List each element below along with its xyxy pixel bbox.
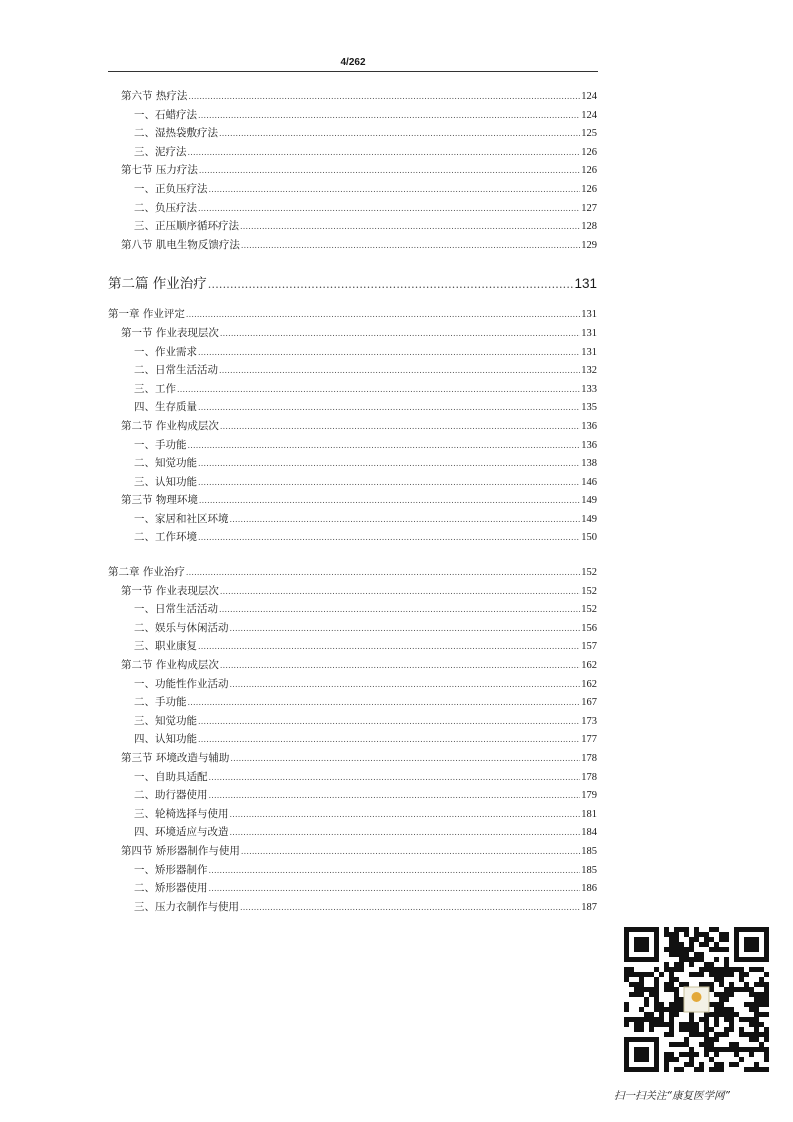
- toc-entry-title: 四、环境适应与改造: [134, 826, 229, 839]
- toc-entry-title: 二、日常生活活动: [134, 364, 218, 377]
- qr-code-block: [614, 917, 782, 1112]
- toc-leader-dots: [208, 276, 574, 292]
- toc-page-number: 186: [581, 883, 597, 895]
- toc-entry-sec[interactable]: [108, 492, 597, 511]
- toc-leader-dots: [198, 733, 580, 745]
- toc-entry-title: 第二篇 作业治疗: [108, 276, 207, 293]
- toc-entry-title: 第七节 压力疗法: [121, 164, 198, 177]
- toc-entry-item[interactable]: [108, 529, 597, 548]
- toc-leader-dots: [199, 164, 580, 176]
- toc-entry-item[interactable]: [108, 638, 597, 657]
- toc-entry-item[interactable]: [108, 787, 597, 806]
- toc-leader-dots: [199, 494, 580, 506]
- toc-entry-item[interactable]: [108, 399, 597, 418]
- toc-entry-item[interactable]: [108, 824, 597, 843]
- toc-entry-title: 二、手功能: [134, 696, 187, 709]
- toc-leader-dots: [198, 531, 580, 543]
- toc-entry-item[interactable]: [108, 620, 597, 639]
- toc-leader-dots: [198, 457, 580, 469]
- toc-page-number: 185: [581, 845, 597, 857]
- toc-leader-dots: [209, 789, 581, 801]
- toc-page-number: 156: [581, 622, 597, 634]
- toc-entry-title: 三、正压顺序循环疗法: [134, 220, 239, 233]
- toc-entry-title: 第二节 作业构成层次: [121, 419, 219, 432]
- toc-entry-item[interactable]: [108, 181, 597, 200]
- toc-entry-title: 三、职业康复: [134, 640, 197, 653]
- toc-page-number: 184: [581, 827, 597, 839]
- toc-page-number: 138: [581, 458, 597, 470]
- toc-page-number: 187: [581, 901, 597, 913]
- table-of-contents: [108, 88, 597, 917]
- toc-entry-sec[interactable]: [108, 750, 597, 769]
- toc-entry-title: 一、自助具适配: [134, 770, 208, 783]
- toc-entry-title: 第三节 环境改造与辅助: [121, 752, 230, 764]
- toc-entry-item[interactable]: [108, 362, 597, 381]
- toc-entry-title: 第四节 矫形器制作与使用: [121, 844, 240, 857]
- toc-leader-dots: [186, 308, 580, 320]
- toc-entry-item[interactable]: [108, 218, 597, 237]
- toc-entry-item[interactable]: [108, 769, 597, 788]
- header-rule: [108, 71, 598, 72]
- toc-page-number: 152: [581, 604, 597, 616]
- toc-leader-dots: [209, 864, 581, 876]
- toc-page-number: 136: [581, 439, 597, 451]
- toc-entry-title: 一、功能性作业活动: [134, 677, 229, 690]
- toc-leader-dots: [209, 882, 581, 894]
- toc-leader-dots: [198, 346, 580, 358]
- toc-leader-dots: [186, 566, 580, 578]
- toc-leader-dots: [219, 364, 580, 376]
- toc-entry-title: 第一章 作业评定: [108, 308, 185, 321]
- toc-leader-dots: [241, 845, 580, 857]
- toc-entry-item[interactable]: [108, 344, 597, 363]
- toc-entry-title: 第二章 作业治疗: [108, 566, 185, 579]
- toc-entry-item[interactable]: [108, 694, 597, 713]
- toc-page-number: 173: [581, 715, 597, 727]
- toc-page-number: 178: [581, 753, 597, 764]
- toc-entry-item[interactable]: [108, 455, 597, 474]
- toc-page-number: 129: [581, 239, 597, 251]
- toc-page-number: 126: [581, 183, 597, 195]
- toc-entry-sec[interactable]: [108, 237, 597, 256]
- toc-entry-item[interactable]: [108, 713, 597, 732]
- toc-entry-item[interactable]: [108, 144, 597, 163]
- toc-page-number: 167: [581, 697, 597, 709]
- toc-page-number: 152: [581, 585, 597, 597]
- toc-entry-title: 一、日常生活活动: [134, 603, 218, 616]
- toc-leader-dots: [198, 202, 580, 214]
- toc-page-number: 125: [581, 128, 597, 140]
- toc-leader-dots: [198, 715, 580, 727]
- toc-page-number: 146: [581, 476, 597, 488]
- toc-entry-title: 三、压力衣制作与使用: [134, 900, 239, 913]
- toc-leader-dots: [220, 659, 580, 671]
- toc-page-number: 131: [581, 346, 597, 358]
- toc-entry-item[interactable]: [108, 511, 597, 530]
- toc-leader-dots: [230, 622, 581, 634]
- toc-entry-sec[interactable]: [108, 88, 597, 107]
- toc-entry-item[interactable]: [108, 731, 597, 750]
- toc-entry-title: 二、助行器使用: [134, 789, 208, 802]
- toc-entry-item[interactable]: [108, 899, 597, 918]
- toc-page-number: 185: [581, 864, 597, 876]
- toc-leader-dots: [240, 901, 580, 913]
- toc-page-number: 133: [581, 383, 597, 395]
- toc-leader-dots: [188, 146, 581, 158]
- toc-entry-item[interactable]: [108, 806, 597, 825]
- toc-page-number: 131: [581, 309, 597, 321]
- toc-entry-part[interactable]: [108, 272, 597, 298]
- toc-entry-item[interactable]: [108, 862, 597, 881]
- toc-entry-title: 四、生存质量: [134, 401, 197, 414]
- toc-leader-dots: [198, 401, 580, 413]
- toc-entry-item[interactable]: [108, 676, 597, 695]
- toc-page-number: 135: [581, 402, 597, 414]
- toc-entry-title: 一、作业需求: [134, 345, 197, 358]
- toc-entry-sec[interactable]: [108, 325, 597, 344]
- toc-entry-title: 二、负压疗法: [134, 201, 197, 214]
- toc-entry-sec[interactable]: [108, 843, 597, 862]
- toc-leader-dots: [198, 476, 580, 488]
- toc-leader-dots: [220, 585, 580, 597]
- toc-page-number: 181: [581, 808, 597, 820]
- toc-entry-title: 一、家居和社区环境: [134, 512, 229, 525]
- toc-entry-title: 第一节 作业表现层次: [121, 584, 219, 597]
- toc-page-number: 149: [581, 495, 597, 507]
- toc-page-number: 128: [581, 221, 597, 233]
- toc-entry-title: 第一节 作业表现层次: [121, 326, 219, 339]
- toc-spacer: [108, 548, 597, 564]
- toc-entry-title: 一、石蜡疗法: [134, 108, 197, 121]
- toc-page-number: 149: [581, 513, 597, 525]
- toc-entry-item[interactable]: [108, 125, 597, 144]
- toc-entry-title: 二、娱乐与休闲活动: [134, 621, 229, 634]
- toc-entry-item[interactable]: [108, 107, 597, 126]
- toc-entry-title: 三、知觉功能: [134, 714, 197, 727]
- toc-leader-dots: [230, 826, 581, 838]
- toc-leader-dots: [219, 603, 580, 615]
- toc-leader-dots: [198, 640, 580, 652]
- toc-entry-title: 一、矫形器制作: [134, 863, 208, 876]
- toc-leader-dots: [230, 808, 581, 820]
- toc-entry-item[interactable]: [108, 880, 597, 899]
- toc-entry-title: 第三节 物理环境: [121, 494, 198, 507]
- toc-entry-sec[interactable]: [108, 583, 597, 602]
- toc-page-number: 124: [581, 91, 597, 102]
- toc-leader-dots: [230, 513, 581, 525]
- toc-page-number: 124: [581, 109, 597, 121]
- toc-entry-title: 四、认知功能: [134, 733, 197, 746]
- toc-leader-dots: [188, 90, 580, 102]
- toc-leader-dots: [188, 696, 581, 708]
- toc-entry-title: 一、手功能: [134, 438, 187, 451]
- toc-entry-chap[interactable]: [108, 564, 597, 583]
- toc-leader-dots: [177, 383, 580, 395]
- toc-page-number: 136: [581, 420, 597, 432]
- toc-entry-title: 三、轮椅选择与使用: [134, 807, 229, 820]
- toc-entry-title: 二、矫形器使用: [134, 882, 208, 895]
- toc-entry-title: 三、认知功能: [134, 475, 197, 488]
- toc-entry-title: 二、工作环境: [134, 531, 197, 544]
- toc-page-number: 162: [581, 678, 597, 690]
- toc-leader-dots: [241, 239, 580, 251]
- toc-page-number: 157: [581, 641, 597, 653]
- toc-entry-item[interactable]: [108, 381, 597, 400]
- toc-leader-dots: [219, 127, 580, 139]
- toc-page-number: 131: [574, 276, 597, 292]
- toc-page-number: 126: [581, 146, 597, 158]
- toc-entry-title: 第二节 作业构成层次: [121, 659, 219, 672]
- toc-entry-sec[interactable]: [108, 162, 597, 181]
- toc-entry-title: 三、泥疗法: [134, 145, 187, 158]
- toc-leader-dots: [198, 109, 580, 121]
- toc-page-number: 127: [581, 202, 597, 214]
- toc-leader-dots: [230, 678, 581, 690]
- toc-leader-dots: [220, 420, 580, 432]
- toc-leader-dots: [188, 439, 581, 451]
- toc-leader-dots: [209, 771, 581, 783]
- toc-entry-item[interactable]: [108, 437, 597, 456]
- toc-leader-dots: [230, 752, 580, 764]
- toc-entry-sec[interactable]: [108, 418, 597, 437]
- toc-entry-chap[interactable]: [108, 306, 597, 325]
- toc-entry-item[interactable]: [108, 474, 597, 493]
- toc-entry-title: 第六节 热疗法: [121, 90, 188, 102]
- toc-entry-title: 二、湿热袋敷疗法: [134, 127, 218, 140]
- toc-entry-title: 第八节 肌电生物反馈疗法: [121, 238, 240, 251]
- toc-page-number: 132: [581, 365, 597, 377]
- toc-page-number: 150: [581, 532, 597, 544]
- toc-entry-title: 二、知觉功能: [134, 457, 197, 470]
- qr-caption: 扫一扫关注“康复医学网”: [614, 1090, 730, 1102]
- toc-page-number: 131: [581, 327, 597, 339]
- toc-entry-item[interactable]: [108, 200, 597, 219]
- page-indicator: 4/262: [340, 57, 366, 68]
- toc-entry-title: 三、工作: [134, 382, 176, 395]
- toc-entry-sec[interactable]: [108, 657, 597, 676]
- qr-code-icon: [614, 917, 782, 1081]
- toc-page-number: 126: [581, 165, 597, 177]
- toc-page-number: 179: [581, 790, 597, 802]
- toc-leader-dots: [209, 183, 581, 195]
- toc-page-number: 178: [581, 771, 597, 783]
- toc-page-number: 162: [581, 660, 597, 672]
- toc-leader-dots: [240, 220, 580, 232]
- toc-entry-title: 一、正负压疗法: [134, 182, 208, 195]
- toc-page-number: 152: [581, 567, 597, 579]
- toc-entry-item[interactable]: [108, 601, 597, 620]
- toc-leader-dots: [220, 327, 580, 339]
- toc-page-number: 177: [581, 734, 597, 746]
